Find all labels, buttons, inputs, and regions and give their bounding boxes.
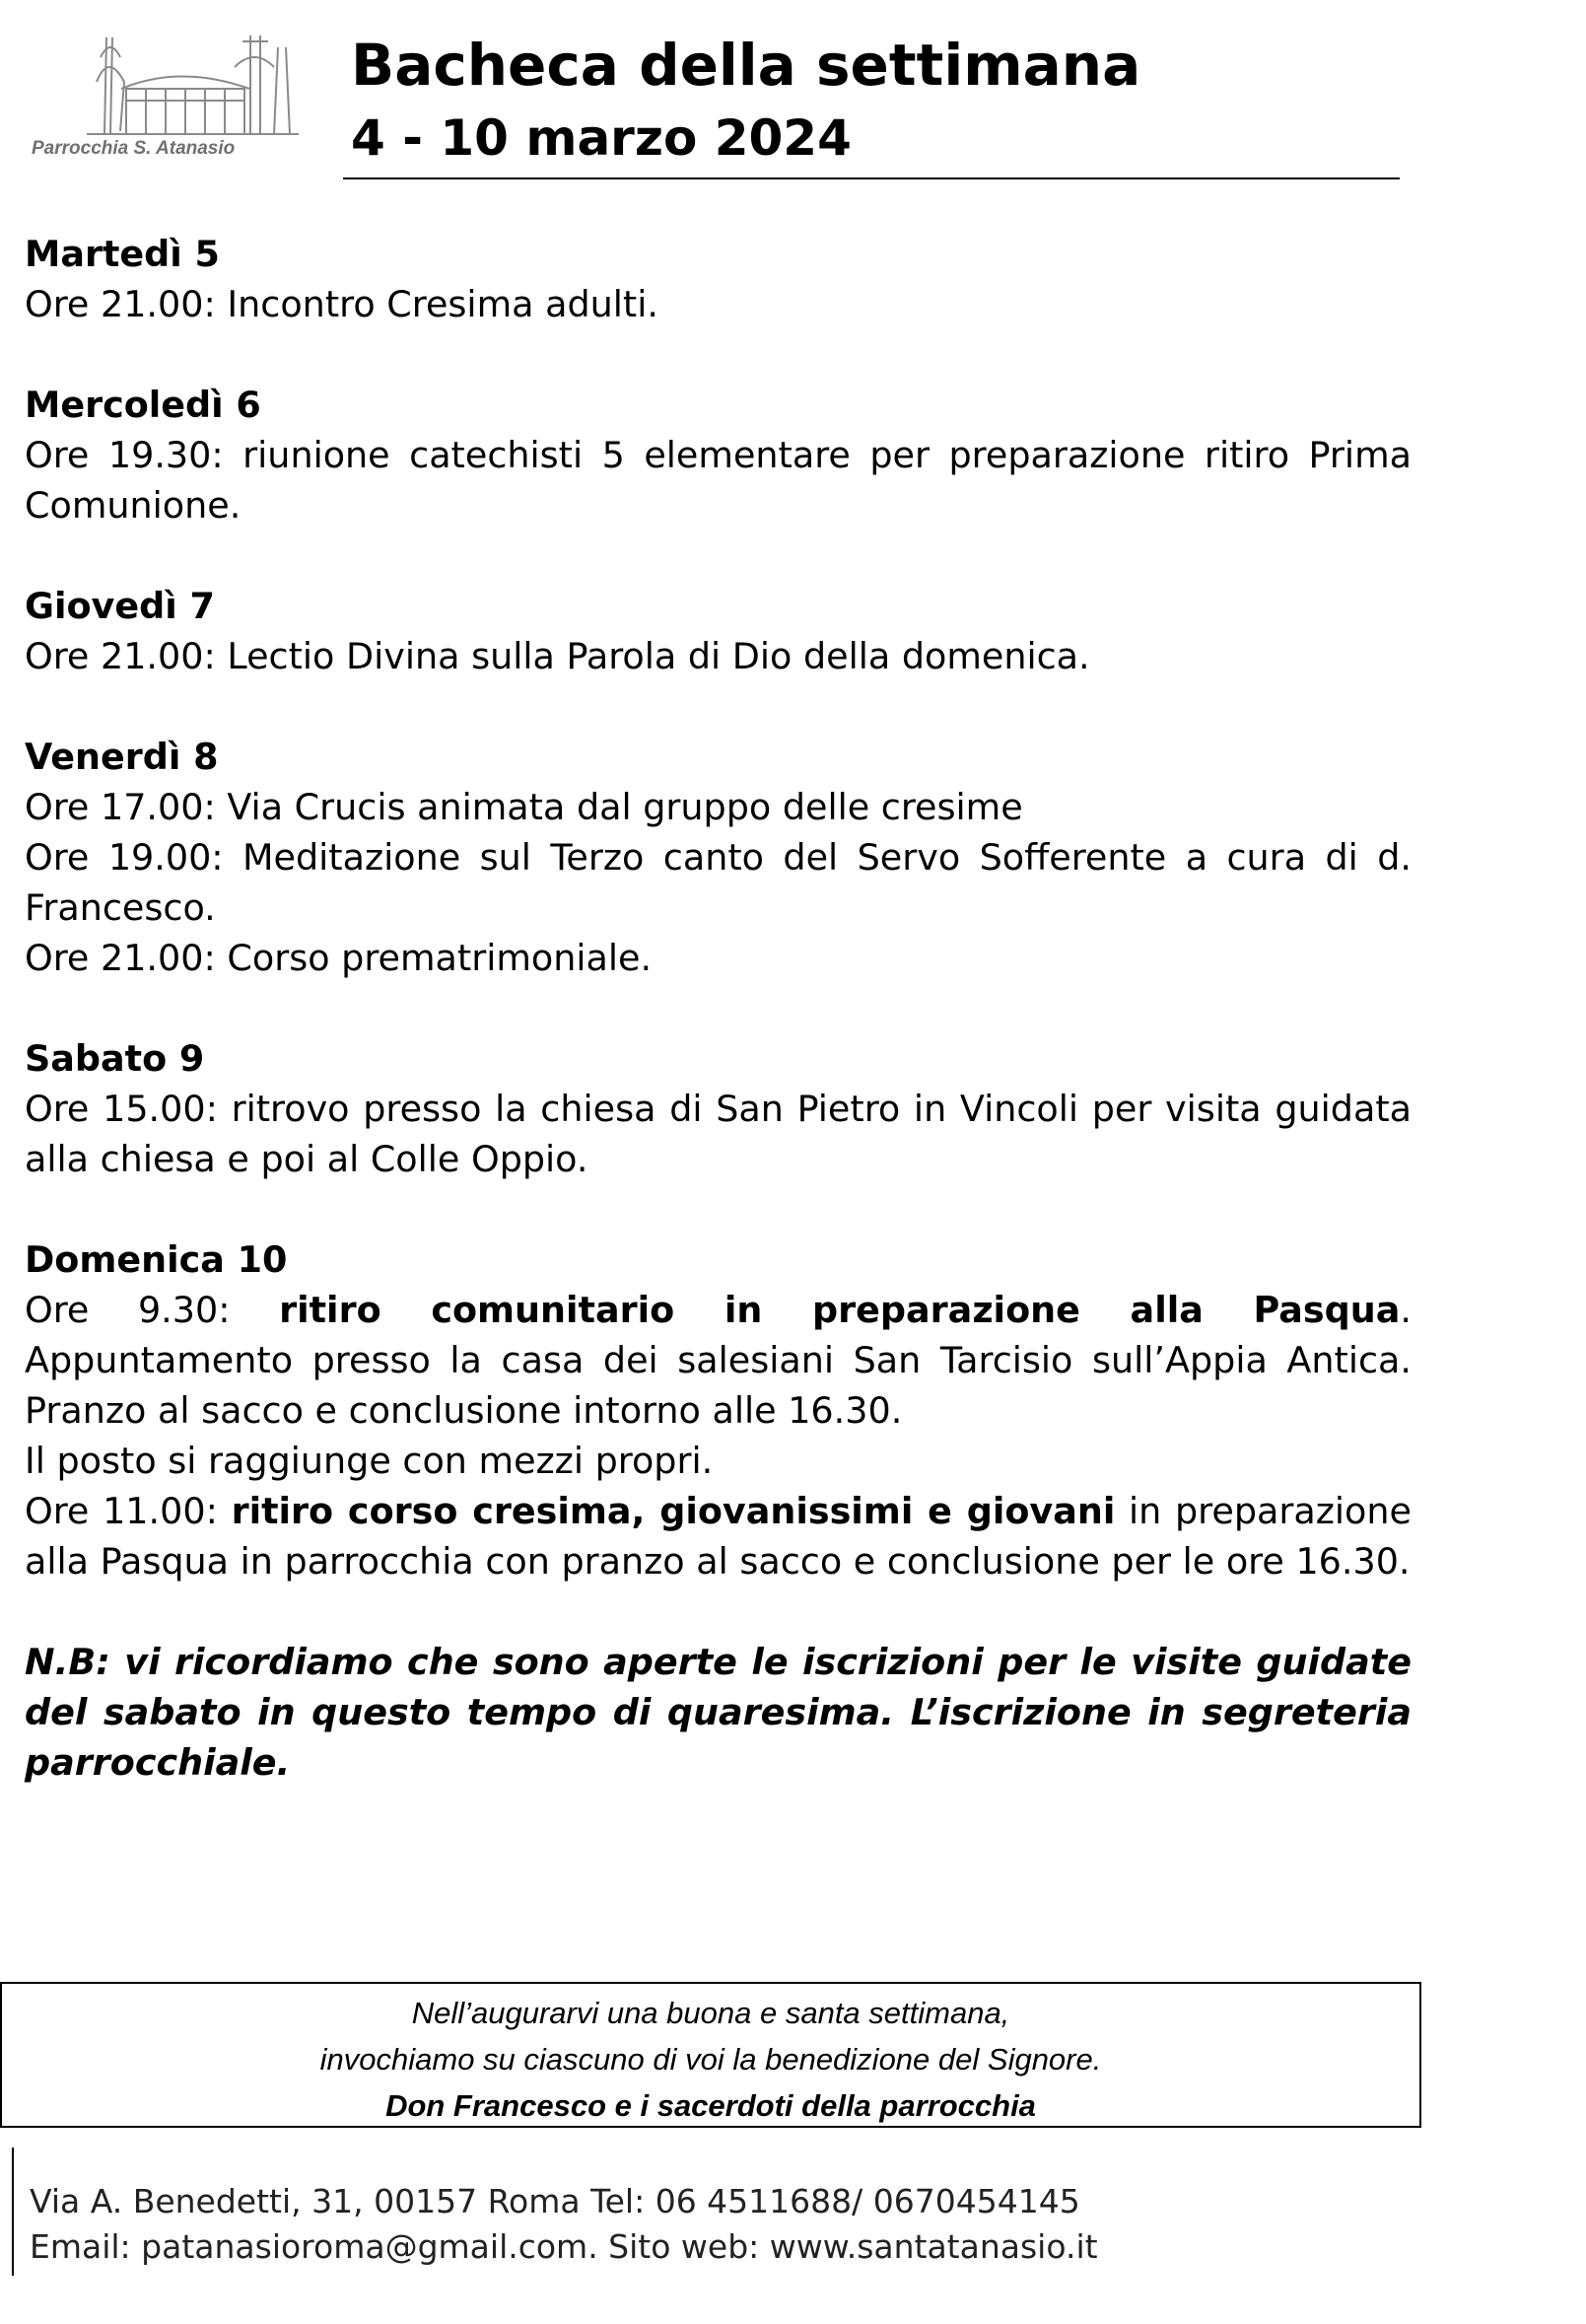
weekly-schedule: [25, 229, 1412, 1788]
day-mercoledi: [25, 380, 1412, 530]
event-highlight: ritiro comunitario in preparazione alla Pasqua: [279, 1289, 1401, 1331]
header-divider: [343, 177, 1400, 179]
greeting-box: [0, 1982, 1421, 2128]
footer-address: Via A. Benedetti, 31, 00157 Roma Tel: 06 4511688/ 0670454145: [30, 2182, 1080, 2220]
day-martedi: [25, 229, 1412, 329]
day-sabato: [25, 1033, 1412, 1184]
day-heading: Sabato 9: [25, 1037, 205, 1080]
page-subtitle: 4 - 10 marzo 2024: [351, 109, 852, 167]
event-time: Ore 11.00:: [25, 1490, 232, 1532]
church-sketch-icon: [28, 28, 313, 146]
day-heading: Mercoledì 6: [25, 384, 261, 426]
footer-divider: [12, 2148, 14, 2276]
event-time: Ore 9.30:: [25, 1289, 280, 1331]
event-line: Ore 21.00: Corso prematrimoniale.: [25, 937, 653, 979]
event-line: [25, 1486, 1412, 1586]
day-heading: Venerdì 8: [25, 736, 219, 778]
day-heading: Domenica 10: [25, 1238, 288, 1281]
event-line: Ore 15.00: ritrovo presso la chiesa di San Pietro in Vincoli per visita guidata alla chiesa e poi al Colle Oppio.: [25, 1088, 1412, 1180]
day-venerdi: [25, 732, 1412, 983]
event-line: Ore 17.00: Via Crucis animata dal gruppo delle cresime: [25, 786, 1023, 828]
event-line: Ore 21.00: Lectio Divina sulla Parola di Dio della domenica.: [25, 635, 1090, 677]
day-heading: Giovedì 7: [25, 585, 215, 627]
greeting-line: Nell’augurarvi una buona e santa settimana,: [411, 1996, 1010, 2030]
event-highlight: ritiro corso cresima, giovanissimi e giovani: [231, 1490, 1116, 1532]
page-title: Bacheca della settimana: [351, 32, 1141, 99]
event-details: in preparazione alla Pasqua in parrocchia con pranzo al sacco e conclusione per le ore 16.30.: [25, 1490, 1412, 1583]
note-paragraph: N.B: vi ricordiamo che sono aperte le iscrizioni per le visite guidate del sabato in questo tempo di quaresima. L’iscrizione in segreteria parrocchiale.: [25, 1641, 1412, 1784]
footer-contacts: Email: patanasioroma@gmail.com. Sito web: www.santatanasio.it: [30, 2227, 1098, 2266]
parish-logo-name: Parrocchia S. Atanasio: [32, 138, 236, 159]
day-heading: Martedì 5: [25, 233, 220, 275]
event-details: . Appuntamento presso la casa dei salesiani San Tarcisio sull’Appia Antica. Pranzo al sacco e conclusione intorno alle 16.30.: [25, 1289, 1412, 1432]
event-line: Ore 21.00: Incontro Cresima adulti.: [25, 283, 658, 325]
event-line: Il posto si raggiunge con mezzi propri.: [25, 1440, 714, 1482]
footer: [30, 2179, 1098, 2270]
event-line: Ore 19.00: Meditazione sul Terzo canto del Servo Sofferente a cura di d. Francesco.: [25, 836, 1412, 929]
day-giovedi: [25, 581, 1412, 681]
event-line: [25, 1285, 1412, 1436]
event-line: Ore 19.30: riunione catechisti 5 elementare per preparazione ritiro Prima Comunione.: [25, 434, 1412, 527]
day-domenica: [25, 1234, 1412, 1586]
greeting-line: invochiamo su ciascuno di voi la benedizione del Signore.: [319, 2042, 1102, 2077]
greeting-signature: Don Francesco e i sacerdoti della parrocchia: [385, 2088, 1036, 2123]
